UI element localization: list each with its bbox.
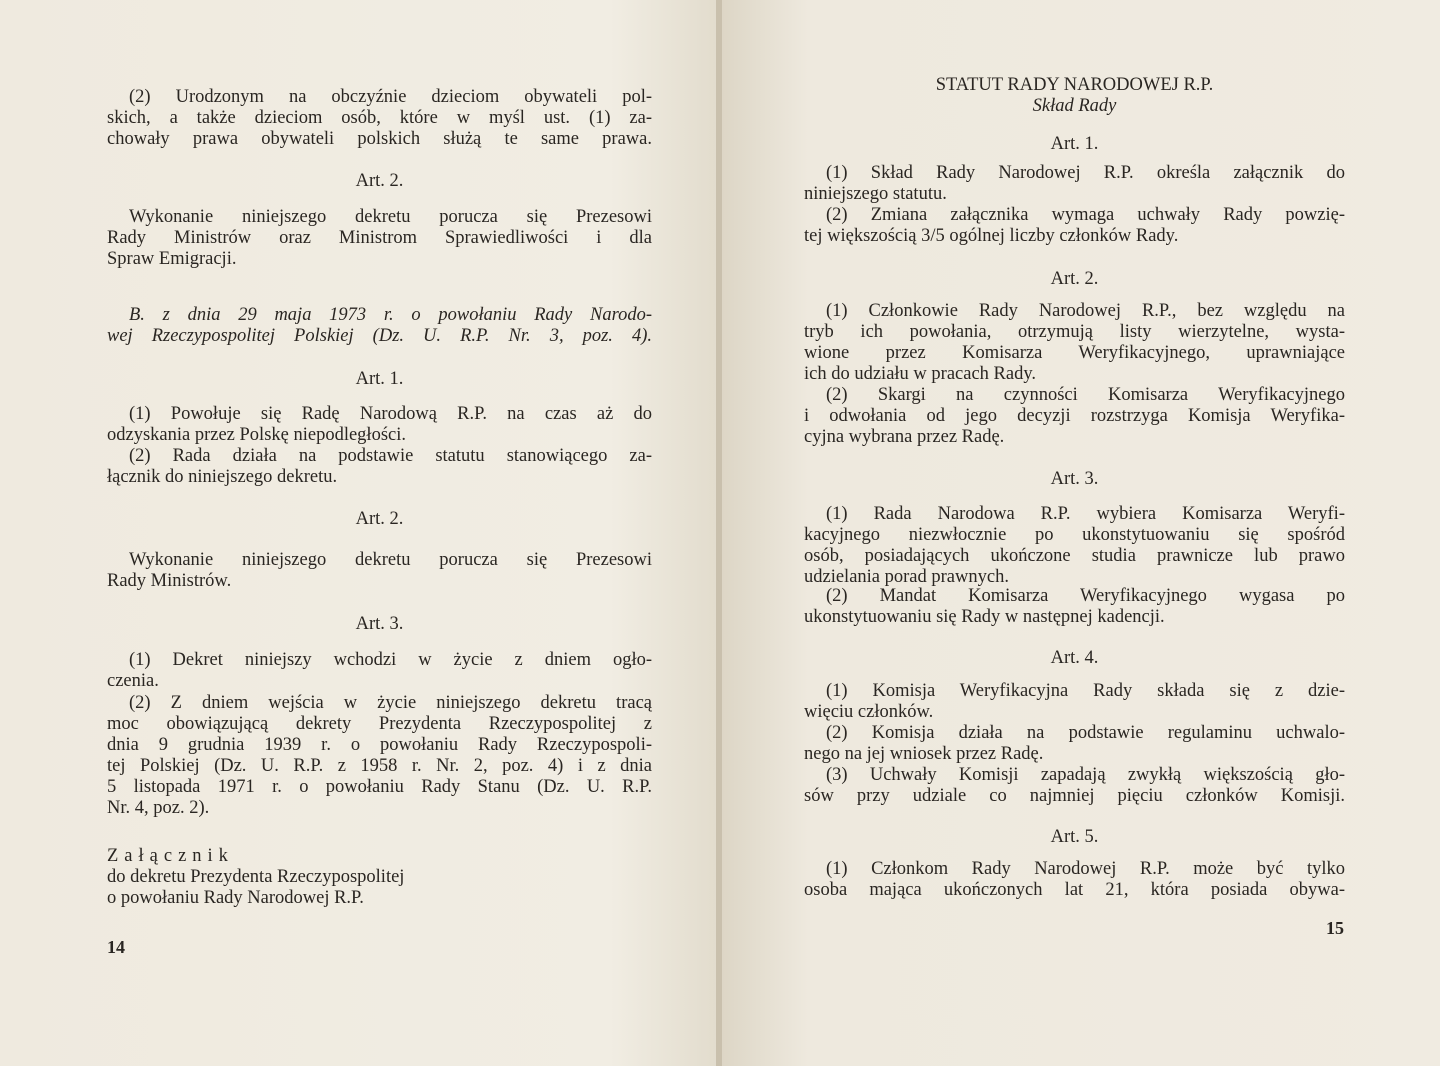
text-line: Wykonanie niniejszego dekretu porucza się Prezesowi (129, 207, 652, 227)
text-line: ukonstytuowaniu się Rady w następnej kadencji. (804, 607, 1165, 627)
text-line: ich do udziału w pracach Rady. (804, 364, 1037, 384)
text-line: tej Polskiej (Dz. U. R.P. z 1958 r. Nr. 2, poz. 4) i z dnia (107, 756, 652, 776)
section-heading: Art. 1. (355, 369, 404, 389)
text-line: wione przez Komisarza Weryfikacyjnego, uprawniające (804, 343, 1345, 363)
section-heading: STATUT RADY NARODOWEJ R.P. (935, 75, 1214, 95)
text-line: cyjna wybrana przez Radę. (804, 427, 1005, 447)
text-line: 5 listopada 1971 r. o powołaniu Rady Stanu (Dz. U. R.P. (107, 777, 652, 797)
text-line: łącznik do niniejszego dekretu. (107, 467, 338, 487)
section-heading: Art. 1. (1050, 134, 1099, 154)
text-line: kacyjnego niezwłocznie po ukonstytuowaniu się spośród (804, 525, 1345, 545)
page-number: 15 (1326, 918, 1344, 938)
section-heading: Art. 2. (355, 509, 404, 529)
text-line: (2) Z dniem wejścia w życie niniejszego dekretu tracą (129, 693, 652, 713)
section-heading: Skład Rady (1032, 96, 1117, 116)
text-line: Rady Ministrów oraz Ministrom Sprawiedliwości i dla (107, 228, 652, 248)
text-line: skich, a także dzieciom osób, które w myśl ust. (1) za- (107, 108, 652, 128)
section-heading: Art. 2. (1050, 269, 1099, 289)
text-line: do dekretu Prezydenta Rzeczypospolitej (107, 867, 405, 887)
text-line: tej większością 3/5 ogólnej liczby członków Rady. (804, 226, 1179, 246)
text-line: i odwołania od jego decyzji rozstrzyga Komisja Weryfika- (804, 406, 1345, 426)
section-heading: Art. 5. (1050, 827, 1099, 847)
section-heading: Art. 3. (355, 614, 404, 634)
text-line: sów przy udziale co najmniej pięciu członków Komisji. (804, 786, 1345, 806)
text-line: więciu członków. (804, 702, 934, 722)
text-line: dnia 9 grudnia 1939 r. o powołaniu Rady Rzeczypospoli- (107, 735, 652, 755)
text-line: moc obowiązującą dekrety Prezydenta Rzeczypospolitej z (107, 714, 652, 734)
section-heading: Art. 2. (355, 171, 404, 191)
text-line: (1) Członkom Rady Narodowej R.P. może być tylko (826, 859, 1345, 879)
text-line: Spraw Emigracji. (107, 249, 237, 269)
text-line: udzielania porad prawnych. (804, 567, 1009, 587)
text-line: B. z dnia 29 maja 1973 r. o powołaniu Rady Narodo- (129, 305, 652, 325)
text-line: Wykonanie niniejszego dekretu porucza się Prezesowi (129, 550, 652, 570)
page-number: 14 (107, 937, 125, 957)
text-line: chowały prawa obywateli polskich służą te same prawa. (107, 129, 652, 149)
text-line: osób, posiadających ukończone studia prawnicze lub prawo (804, 546, 1345, 566)
text-line: (2) Mandat Komisarza Weryfikacyjnego wygasa po (826, 586, 1345, 606)
text-line: niniejszego statutu. (804, 184, 947, 204)
text-line: (3) Uchwały Komisji zapadają zwykłą większością gło- (826, 765, 1345, 785)
text-line: (1) Członkowie Rady Narodowej R.P., bez względu na (826, 301, 1345, 321)
text-line: (2) Komisja działa na podstawie regulaminu uchwalo- (826, 723, 1345, 743)
text-line: (2) Urodzonym na obczyźnie dzieciom obywateli pol- (129, 87, 652, 107)
section-heading: Art. 4. (1050, 648, 1099, 668)
text-line: Nr. 4, poz. 2). (107, 798, 210, 818)
right-page (722, 0, 1440, 1066)
text-line: (1) Powołuje się Radę Narodową R.P. na czas aż do (129, 404, 652, 424)
text-line: (2) Skargi na czynności Komisarza Weryfikacyjnego (826, 385, 1345, 405)
text-line: osoba mająca ukończonych lat 21, która posiada obywa- (804, 880, 1345, 900)
text-line: Załącznik (107, 846, 234, 866)
section-heading: Art. 3. (1050, 469, 1099, 489)
text-line: odzyskania przez Polskę niepodległości. (107, 425, 406, 445)
left-page (0, 0, 718, 1066)
text-line: (1) Rada Narodowa R.P. wybiera Komisarza Weryfi- (826, 504, 1345, 524)
text-line: Rady Ministrów. (107, 571, 232, 591)
text-line: (1) Dekret niniejszy wchodzi w życie z dniem ogło- (129, 650, 652, 670)
text-line: (2) Zmiana załącznika wymaga uchwały Rady powzię- (826, 205, 1345, 225)
text-line: (1) Skład Rady Narodowej R.P. określa załącznik do (826, 163, 1345, 183)
text-line: czenia. (107, 671, 159, 691)
text-line: tryb ich powołania, otrzymują listy wierzytelne, wysta- (804, 322, 1345, 342)
text-line: wej Rzeczypospolitej Polskiej (Dz. U. R.P. Nr. 3, poz. 4). (107, 326, 652, 346)
text-line: o powołaniu Rady Narodowej R.P. (107, 888, 364, 908)
text-line: (2) Rada działa na podstawie statutu stanowiącego za- (129, 446, 652, 466)
text-line: nego na jej wniosek przez Radę. (804, 744, 1044, 764)
text-line: (1) Komisja Weryfikacyjna Rady składa się z dzie- (826, 681, 1345, 701)
